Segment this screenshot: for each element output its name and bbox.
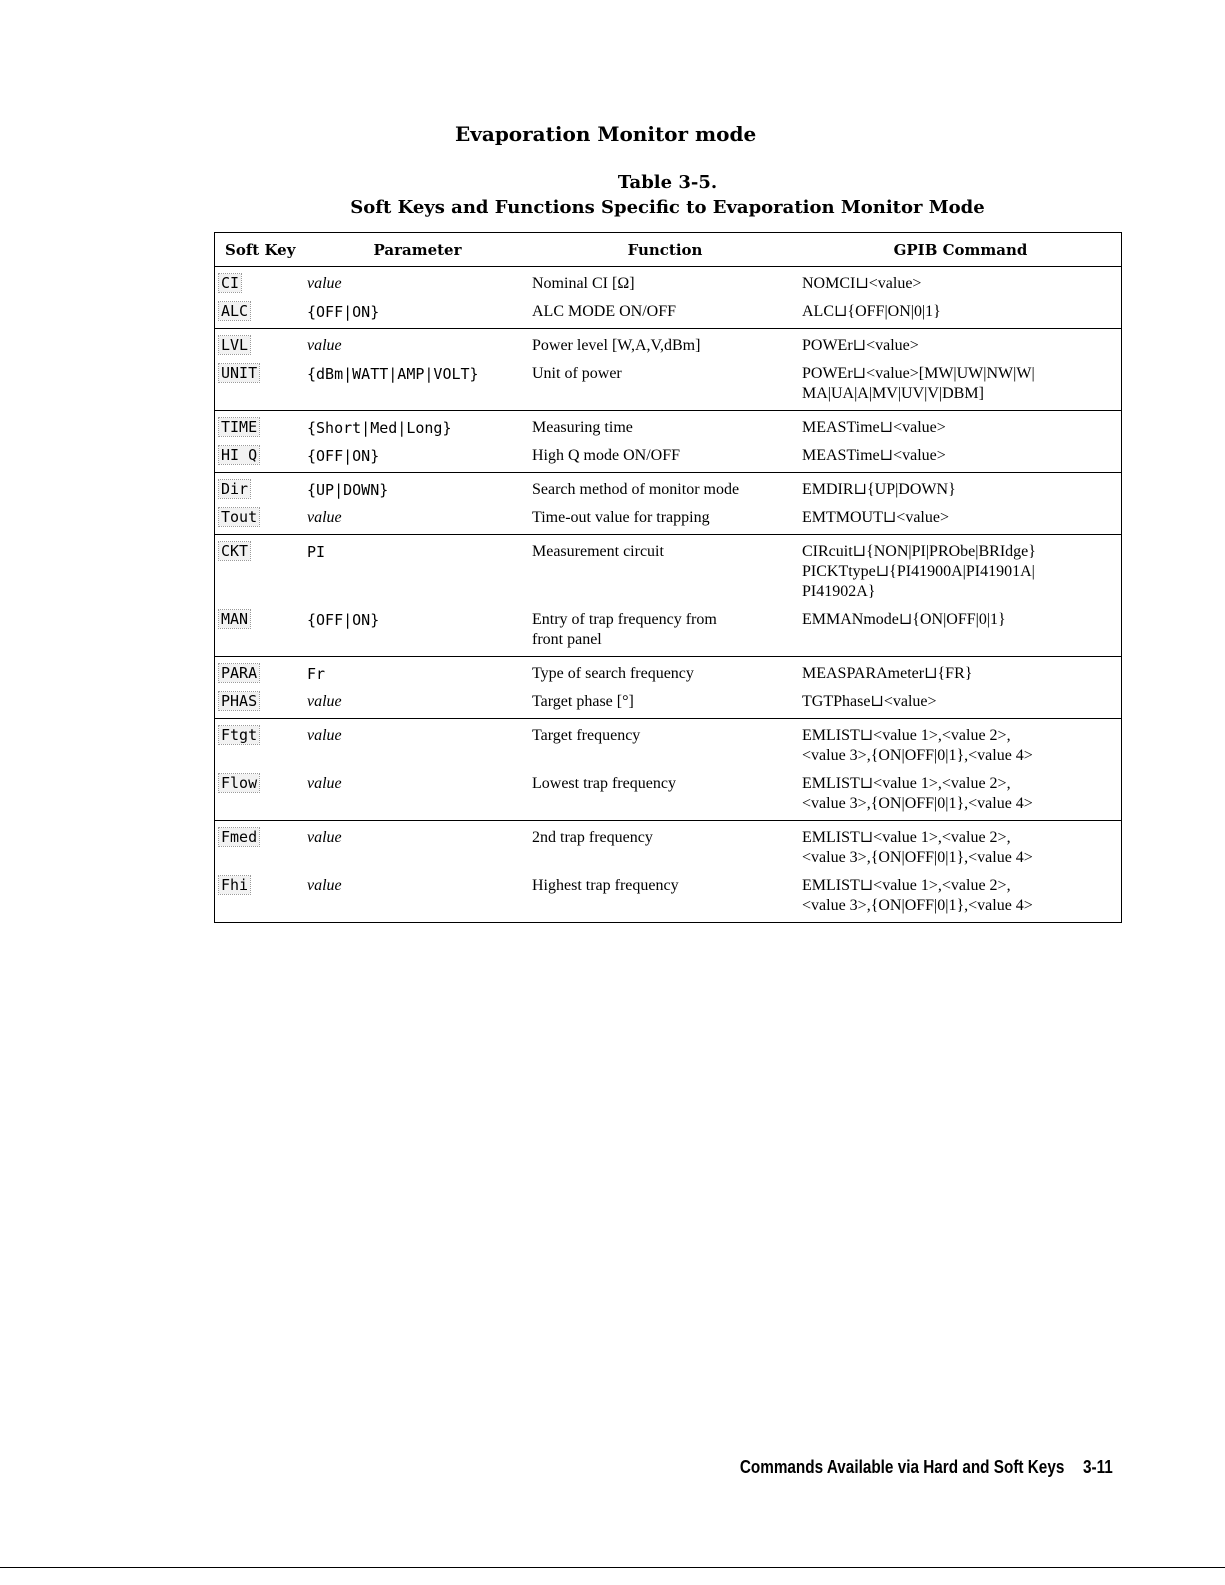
- function-cell: Entry of trap frequency from front panel: [532, 611, 717, 648]
- softkey-flow[interactable]: Flow: [221, 774, 258, 792]
- soft-key-cell: [215, 446, 307, 466]
- parameter-cell: {Short|Med|Long}: [307, 419, 452, 437]
- table-row: [215, 298, 1121, 326]
- function-cell: Lowest trap frequency: [532, 775, 676, 792]
- softkey-hi-q[interactable]: HI Q: [221, 446, 258, 464]
- parameter-cell: {OFF|ON}: [307, 611, 380, 629]
- gpib-command-cell: MEASPARAmeter⊔{FR}: [802, 665, 973, 682]
- gpib-command-cell: EMLIST⊔<value 1>,<value 2>, <value 3>,{ON|OFF|0|1},<value 4>: [802, 775, 1033, 812]
- softkey-unit[interactable]: UNIT: [221, 364, 258, 382]
- table-group: [215, 473, 1121, 535]
- table-row: [215, 504, 1121, 532]
- function-cell: Type of search frequency: [532, 665, 694, 682]
- soft-key-cell: [215, 610, 307, 650]
- softkey-phas[interactable]: PHAS: [221, 692, 258, 710]
- table-caption: Soft Keys and Functions Specific to Evaporation Monitor Mode: [350, 197, 985, 218]
- gpib-command-cell: POWEr⊔<value>: [802, 337, 919, 354]
- parameter-cell: value: [307, 337, 342, 354]
- parameter-cell: value: [307, 509, 342, 526]
- softkey-alc[interactable]: ALC: [221, 302, 249, 320]
- softkey-ci[interactable]: CI: [221, 274, 240, 292]
- parameter-cell: value: [307, 275, 342, 292]
- softkey-fmed[interactable]: Fmed: [221, 828, 258, 846]
- function-cell: Measuring time: [532, 419, 633, 436]
- table-group: [215, 821, 1121, 922]
- table-group: [215, 267, 1121, 329]
- function-cell: Target frequency: [532, 727, 641, 744]
- parameter-cell: value: [307, 693, 342, 710]
- gpib-command-cell: CIRcuit⊔{NON|PI|PRObe|BRIdge} PICKTtype⊔{PI41900A|PI41901A| PI41902A}: [802, 543, 1036, 600]
- table-group: [215, 535, 1121, 657]
- softkey-dir[interactable]: Dir: [221, 480, 249, 498]
- parameter-cell: value: [307, 775, 342, 792]
- table-row: [215, 360, 1121, 408]
- table-header: [215, 233, 1121, 267]
- gpib-command-cell: MEASTime⊔<value>: [802, 419, 946, 436]
- table-row: [215, 660, 1121, 688]
- function-cell: Power level [W,A,V,dBm]: [532, 337, 701, 354]
- gpib-command-cell: EMDIR⊔{UP|DOWN}: [802, 481, 956, 498]
- parameter-cell: {dBm|WATT|AMP|VOLT}: [307, 365, 479, 383]
- gpib-command-cell: EMLIST⊔<value 1>,<value 2>, <value 3>,{ON|OFF|0|1},<value 4>: [802, 829, 1033, 866]
- soft-key-cell: [215, 336, 307, 356]
- gpib-command-cell: POWEr⊔<value>[MW|UW|NW|W| MA|UA|A|MV|UV|V|DBM]: [802, 365, 1035, 402]
- table-row: [215, 476, 1121, 504]
- parameter-cell: value: [307, 727, 342, 744]
- function-cell: 2nd trap frequency: [532, 829, 653, 846]
- header-gpib-command: GPIB Command: [893, 240, 1028, 259]
- function-cell: Unit of power: [532, 365, 622, 382]
- gpib-command-cell: ALC⊔{OFF|ON|0|1}: [802, 303, 941, 320]
- table-row: [215, 824, 1121, 872]
- softkey-tout[interactable]: Tout: [221, 508, 258, 526]
- soft-key-cell: [215, 364, 307, 404]
- table-group: [215, 329, 1121, 411]
- softkey-table: [214, 232, 1122, 923]
- soft-key-cell: [215, 774, 307, 814]
- table-row: [215, 332, 1121, 360]
- softkey-fhi[interactable]: Fhi: [221, 876, 249, 894]
- table-group: [215, 411, 1121, 473]
- table-row: [215, 414, 1121, 442]
- header-parameter: Parameter: [373, 240, 462, 259]
- soft-key-cell: [215, 664, 307, 684]
- parameter-cell: value: [307, 877, 342, 894]
- parameter-cell: {UP|DOWN}: [307, 481, 389, 499]
- gpib-command-cell: TGTPhase⊔<value>: [802, 693, 937, 710]
- gpib-command-cell: NOMCI⊔<value>: [802, 275, 922, 292]
- table-row: [215, 872, 1121, 920]
- softkey-para[interactable]: PARA: [221, 664, 258, 682]
- gpib-command-cell: EMLIST⊔<value 1>,<value 2>, <value 3>,{ON|OFF|0|1},<value 4>: [802, 727, 1033, 764]
- table-number: Table 3-5.: [617, 172, 718, 193]
- parameter-cell: value: [307, 829, 342, 846]
- gpib-command-cell: EMTMOUT⊔<value>: [802, 509, 949, 526]
- soft-key-cell: [215, 274, 307, 294]
- soft-key-cell: [215, 418, 307, 438]
- gpib-command-cell: EMLIST⊔<value 1>,<value 2>, <value 3>,{ON|OFF|0|1},<value 4>: [802, 877, 1033, 914]
- header-soft-key: Soft Key: [225, 240, 296, 259]
- gpib-command-cell: MEASTime⊔<value>: [802, 447, 946, 464]
- softkey-ftgt[interactable]: Ftgt: [221, 726, 258, 744]
- table-row: [215, 606, 1121, 654]
- table-row: [215, 722, 1121, 770]
- table-row: [215, 270, 1121, 298]
- function-cell: Search method of monitor mode: [532, 481, 740, 498]
- softkey-lvl[interactable]: LVL: [221, 336, 249, 354]
- table-body: [215, 267, 1121, 922]
- function-cell: Highest trap frequency: [532, 877, 679, 894]
- page-footer: [740, 1457, 1113, 1478]
- softkey-time[interactable]: TIME: [221, 418, 258, 436]
- function-cell: Time-out value for trapping: [532, 509, 710, 526]
- soft-key-cell: [215, 542, 307, 602]
- table-row: [215, 688, 1121, 716]
- page-number: 3-11: [1083, 1457, 1113, 1477]
- gpib-command-cell: EMMANmode⊔{ON|OFF|0|1}: [802, 611, 1006, 628]
- soft-key-cell: [215, 692, 307, 712]
- footer-title: Commands Available via Hard and Soft Keys: [739, 1457, 1065, 1477]
- parameter-cell: {OFF|ON}: [307, 303, 380, 321]
- function-cell: Measurement circuit: [532, 543, 664, 560]
- soft-key-cell: [215, 726, 307, 766]
- bottom-rule: [0, 1567, 1225, 1568]
- table-row: [215, 442, 1121, 470]
- table-row: [215, 538, 1121, 606]
- table-group: [215, 657, 1121, 719]
- soft-key-cell: [215, 480, 307, 500]
- function-cell: Target phase [°]: [532, 693, 634, 710]
- parameter-cell: PI: [307, 543, 326, 561]
- parameter-cell: {OFF|ON}: [307, 447, 380, 465]
- softkey-ckt[interactable]: CKT: [221, 542, 249, 560]
- function-cell: Nominal CI [Ω]: [532, 275, 635, 292]
- table-group: [215, 719, 1121, 821]
- header-function: Function: [627, 240, 703, 259]
- parameter-cell: Fr: [307, 665, 326, 683]
- section-title: Evaporation Monitor mode: [455, 122, 757, 146]
- function-cell: ALC MODE ON/OFF: [532, 303, 677, 320]
- soft-key-cell: [215, 508, 307, 528]
- soft-key-cell: [215, 828, 307, 868]
- softkey-man[interactable]: MAN: [221, 610, 249, 628]
- soft-key-cell: [215, 876, 307, 916]
- table-row: [215, 770, 1121, 818]
- function-cell: High Q mode ON/OFF: [532, 447, 681, 464]
- soft-key-cell: [215, 302, 307, 322]
